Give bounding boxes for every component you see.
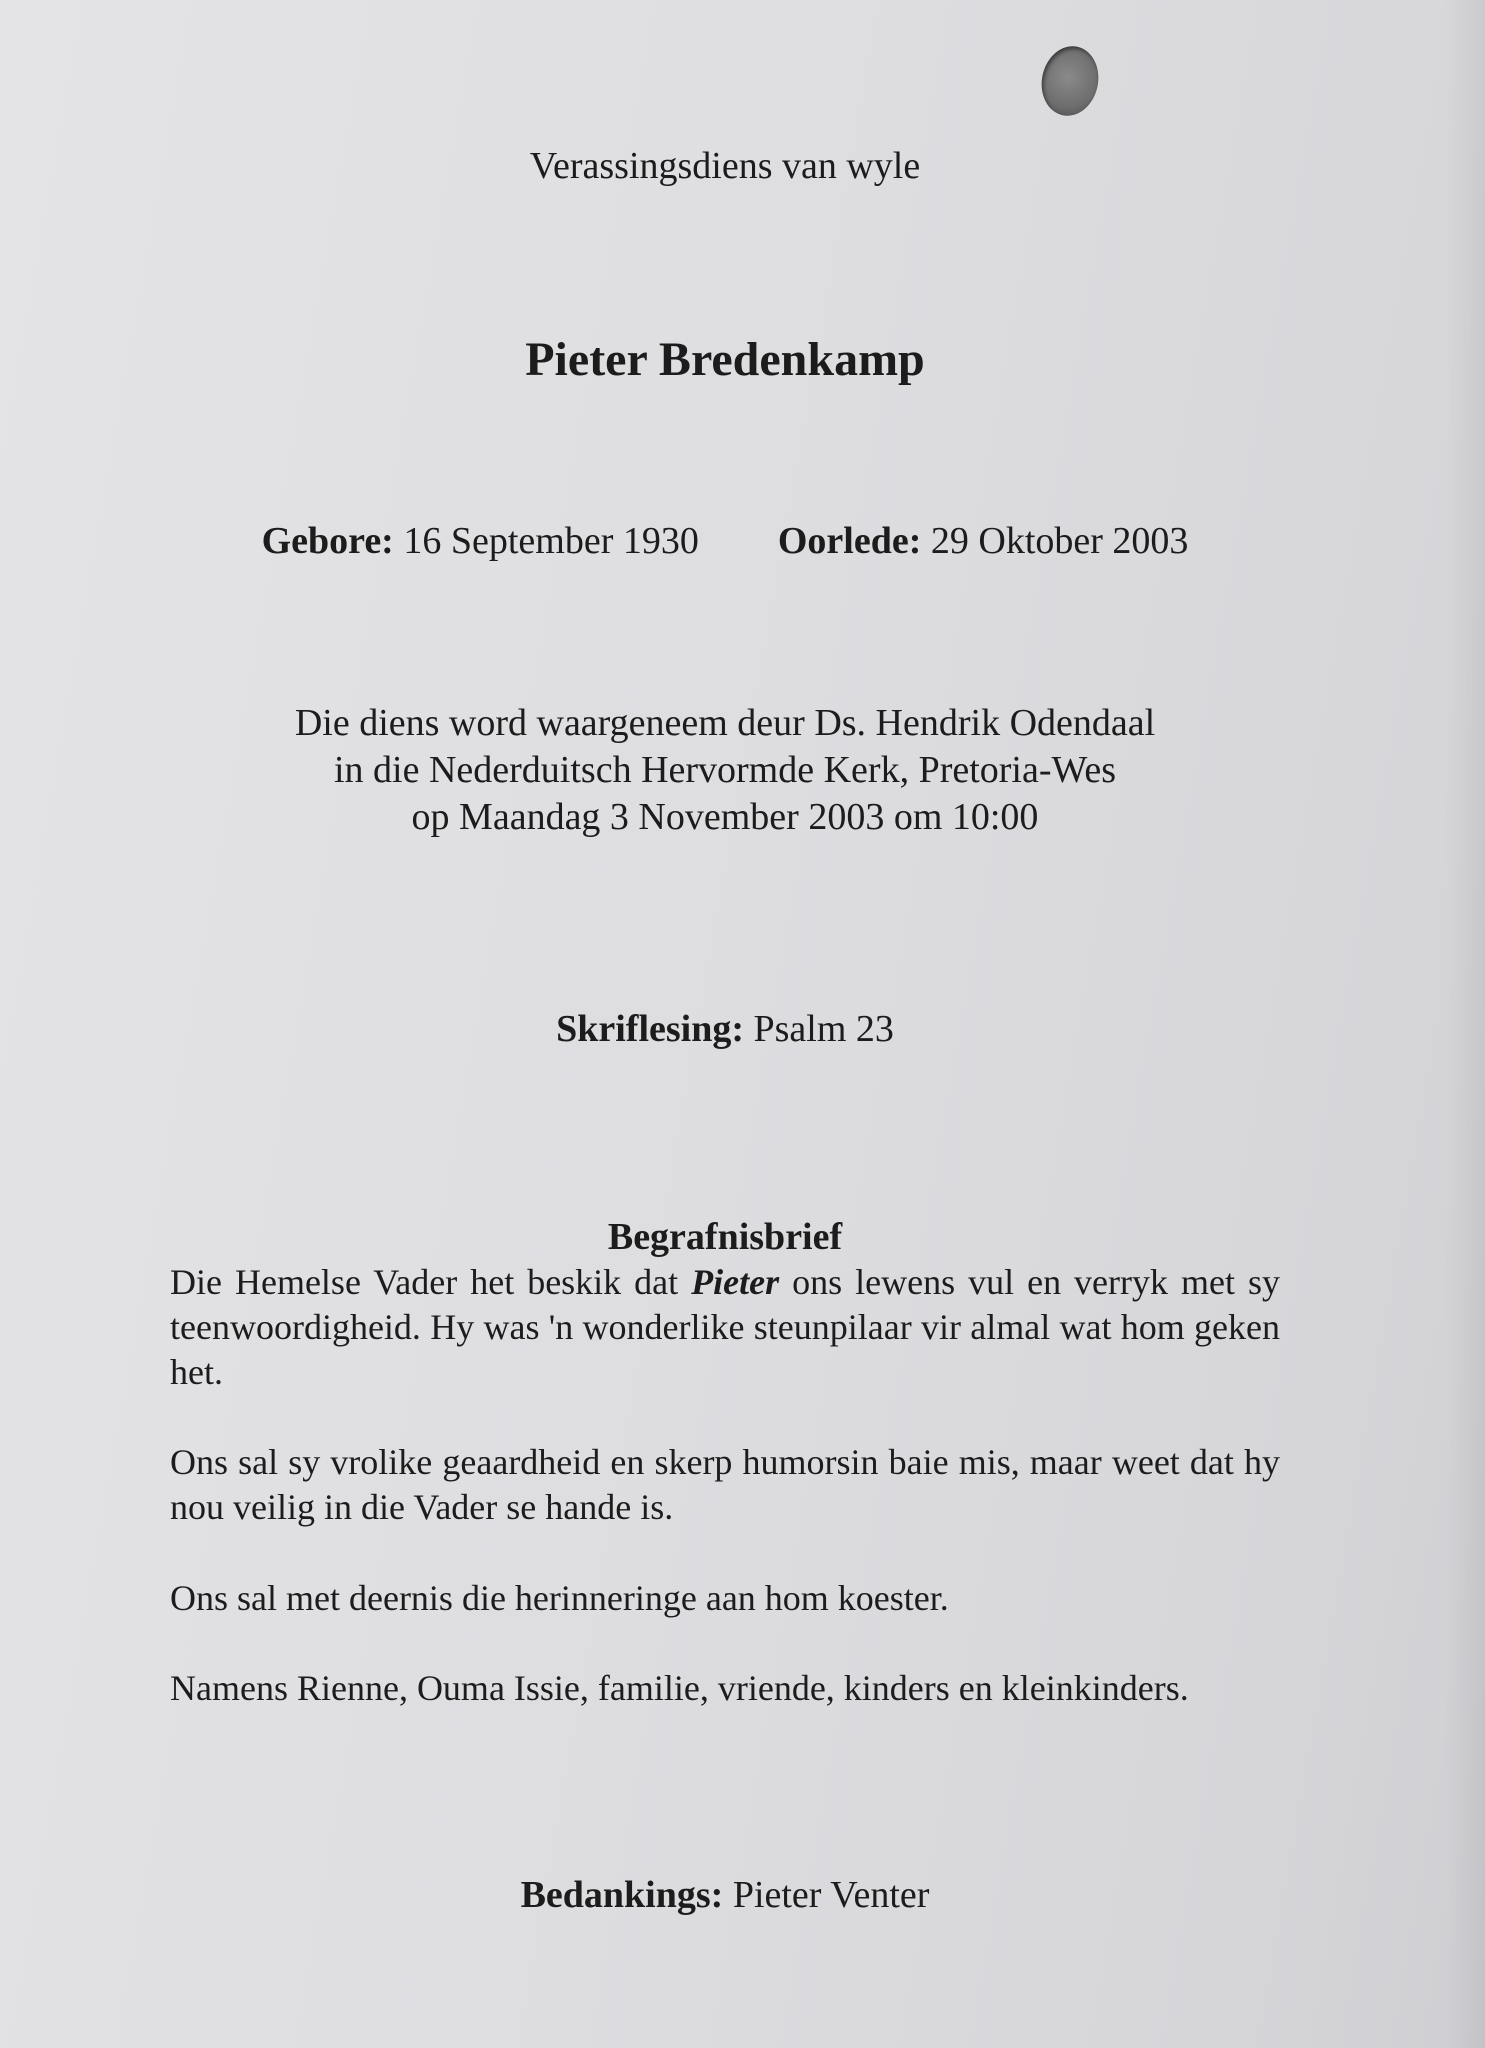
reading-value: Psalm 23	[753, 1008, 894, 1050]
died-date: 29 Oktober 2003	[930, 520, 1189, 562]
letter-paragraph: Ons sal sy vrolike geaardheid en skerp humorsin baie mis, maar weet dat hy nou veilig in die Vader se hande is.	[170, 1442, 1280, 1527]
letter-heading: Begrafnisbrief	[607, 1216, 843, 1258]
thanks-label: Bedankings:	[520, 1874, 724, 1916]
letter-paragraph	[170, 1260, 1280, 1395]
letter-paragraph: Ons sal met deernis die herinneringe aan hom koester.	[170, 1578, 949, 1618]
born-date: 16 September 1930	[403, 520, 699, 562]
letter-name: Pieter	[691, 1262, 780, 1302]
service-intro: Verassingsdiens van wyle	[529, 145, 921, 187]
service-line: op Maandag 3 November 2003 om 10:00	[411, 796, 1039, 838]
punch-hole	[1035, 41, 1104, 121]
life-dates	[0, 518, 1450, 565]
service-details	[0, 700, 1450, 841]
service-line: in die Nederduitsch Hervormde Kerk, Pretoria-Wes	[333, 749, 1116, 791]
deceased-name: Pieter Bredenkamp	[525, 333, 925, 386]
reading-label: Skriflesing:	[556, 1008, 744, 1050]
letter-text: Die Hemelse Vader het beskik dat	[170, 1262, 692, 1302]
letter-paragraph: Namens Rienne, Ouma Issie, familie, vriende, kinders en kleinkinders.	[170, 1668, 1189, 1708]
died-label: Oorlede:	[777, 520, 922, 562]
acknowledgements	[0, 1872, 1450, 1919]
service-line: Die diens word waargeneem deur Ds. Hendrik Odendaal	[294, 702, 1156, 744]
scripture-reading	[0, 1006, 1450, 1053]
born-label: Gebore:	[261, 520, 394, 562]
thanks-value: Pieter Venter	[732, 1874, 930, 1916]
letter-text: ons lewens vul en verryk met sy teenwoordigheid. Hy was 'n wonderlike steunpilaar vir almal wat hom geken het.	[170, 1262, 1280, 1392]
